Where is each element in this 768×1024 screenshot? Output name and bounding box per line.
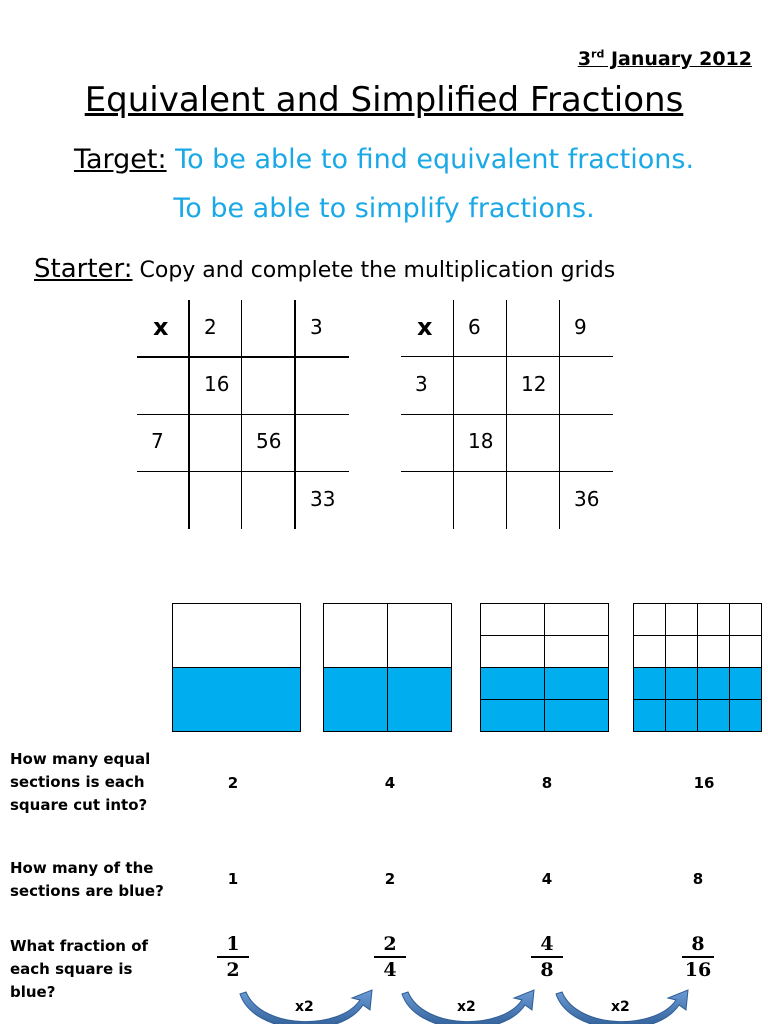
target-text-2: To be able to simplify fractions. bbox=[173, 193, 595, 224]
answer-blue-sections: 1 bbox=[227, 870, 239, 888]
fraction-denominator: 2 bbox=[226, 959, 240, 981]
grid-cell: 16 bbox=[204, 372, 230, 396]
fraction-numerator: 4 bbox=[540, 933, 554, 955]
grid-cell: 36 bbox=[574, 487, 600, 511]
question-sections: How many equal sections is each square cut into? bbox=[10, 750, 151, 814]
multiplier-label: x2 bbox=[295, 999, 314, 1015]
answer-blue-sections: 2 bbox=[384, 870, 396, 888]
target-text-1: To be able to find equivalent fractions. bbox=[166, 144, 695, 175]
answer-sections: 8 bbox=[541, 774, 553, 792]
grid-cell: 3 bbox=[415, 372, 428, 396]
question-blue-sections: How many of the sections are blue? bbox=[10, 859, 164, 900]
fraction-denominator: 4 bbox=[383, 959, 397, 981]
date: 3rd January 2012 bbox=[577, 47, 752, 70]
grid-cell: x bbox=[417, 313, 433, 341]
answer-sections: 16 bbox=[693, 774, 715, 792]
starter-text: Copy and complete the multiplication grids bbox=[132, 258, 616, 283]
grid-cell: 33 bbox=[310, 487, 336, 511]
fraction-numerator: 2 bbox=[383, 933, 397, 955]
answer-sections: 4 bbox=[384, 774, 396, 792]
grid-cell: 56 bbox=[256, 429, 282, 453]
answer-blue-sections: 4 bbox=[541, 870, 553, 888]
target-label: Target: bbox=[73, 144, 167, 175]
question-fraction: What fraction of each square is blue? bbox=[10, 937, 149, 1001]
grid-cell: 18 bbox=[468, 429, 494, 453]
starter-label: Starter: bbox=[34, 254, 133, 284]
fraction-denominator: 8 bbox=[540, 959, 554, 981]
answer-sections: 2 bbox=[227, 774, 239, 792]
page-title: Equivalent and Simplified Fractions bbox=[84, 80, 684, 120]
grid-cell: 3 bbox=[310, 315, 323, 339]
grid-cell: 9 bbox=[574, 315, 587, 339]
grid-cell: 12 bbox=[521, 372, 547, 396]
fraction-denominator: 16 bbox=[684, 959, 712, 981]
multiplier-label: x2 bbox=[457, 999, 476, 1015]
grid-cell: 2 bbox=[204, 315, 217, 339]
grid-cell: x bbox=[153, 313, 169, 341]
answer-blue-sections: 8 bbox=[692, 870, 704, 888]
multiplier-label: x2 bbox=[611, 999, 630, 1015]
fraction-numerator: 1 bbox=[226, 933, 240, 955]
fraction-numerator: 8 bbox=[691, 933, 705, 955]
grid-cell: 6 bbox=[468, 315, 481, 339]
grid-cell: 7 bbox=[151, 429, 164, 453]
